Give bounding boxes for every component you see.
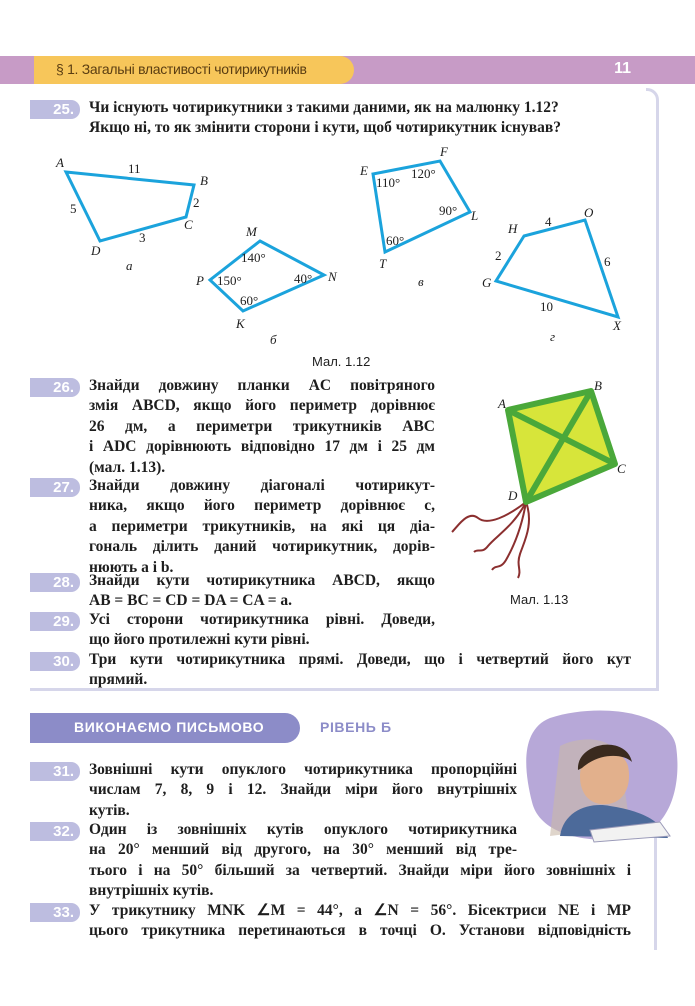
- side-value: 5: [70, 201, 77, 216]
- side-value: 10: [540, 299, 553, 314]
- figure-tag: а: [126, 258, 133, 273]
- vertex-label: D: [508, 488, 518, 503]
- text-line: Один із зовнішніх кутів опуклого чотирикутника: [89, 821, 517, 838]
- text-line: Якщо ні, то як змінити сторони і кути, щоб чотирикутник існував?: [89, 119, 561, 137]
- problem-28-text: [89, 571, 435, 612]
- section-heading: § 1. Загальні властивості чотирикутників: [56, 61, 307, 77]
- text-line: ника, якщо його периметр дорівнює c,: [89, 497, 435, 515]
- vertex-label: H: [508, 221, 518, 236]
- vertex-label: N: [328, 269, 337, 284]
- vertex-label: C: [617, 461, 626, 476]
- problem-25-text: [89, 98, 561, 139]
- text-line: нюють a і b.: [89, 558, 174, 576]
- text-line: цього трикутника перетинаються в точці O. Установи відповідність: [89, 922, 631, 940]
- vertex-label: B: [200, 173, 208, 188]
- side-value: 4: [545, 214, 552, 229]
- problem-31-text: [89, 760, 517, 821]
- figure-1-12: [50, 145, 650, 375]
- figure-1-13-kite: [448, 376, 648, 596]
- text-line: AB = BC = CD = DA = CA = a.: [89, 592, 293, 610]
- side-value: 11: [128, 161, 141, 176]
- figure-tag: б: [270, 332, 277, 347]
- side-value: 3: [139, 230, 146, 245]
- problem-26-text: [89, 376, 435, 478]
- side-value: 2: [193, 195, 200, 210]
- vertex-label: M: [246, 224, 257, 239]
- text-line: У трикутнику MNK ∠M = 44°, а ∠N = 56°. Бісектриси NE і MP: [89, 902, 631, 919]
- quadrilateral-g: [482, 205, 622, 344]
- problem-32-text: [89, 820, 631, 902]
- text-line: Зовнішні кути опуклого чотирикутника пропорційні: [89, 761, 517, 778]
- vertex-label: K: [236, 316, 245, 331]
- kite-tails: [452, 502, 529, 578]
- figure-caption: Мал. 1.13: [510, 592, 569, 607]
- angle-value: 140°: [241, 250, 266, 265]
- problem-number: 33.: [30, 903, 80, 922]
- vertex-label: A: [498, 396, 506, 411]
- text-line: числам 7, 8, 9 і 12. Знайди міри його внутрішніх: [89, 781, 517, 799]
- figure-tag: г: [550, 329, 556, 344]
- vertex-label: B: [594, 378, 602, 393]
- kite-tail: [474, 502, 526, 552]
- text-line: 26 дм, а периметри трикутників ABC: [89, 417, 435, 435]
- problem-number: 29.: [30, 612, 80, 631]
- page-number: 11: [614, 60, 631, 77]
- problem-33-text: [89, 901, 631, 942]
- text-line: тього і на 50° більший за четвертий. Знайди міри його зовнішніх і: [89, 861, 631, 879]
- angle-value: 150°: [217, 273, 242, 288]
- angle-value: 60°: [386, 233, 405, 248]
- vertex-label: D: [91, 243, 101, 258]
- vertex-label: O: [584, 205, 594, 220]
- section-title: ВИКОНАЄМО ПИСЬМОВО: [74, 719, 265, 735]
- angle-value: 40°: [294, 271, 313, 286]
- text-line: і ADC дорівнюють відповідно 17 дм і 25 дм: [89, 438, 435, 456]
- problem-number: 31.: [30, 762, 80, 781]
- vertex-label: X: [613, 318, 621, 333]
- figure-caption: Мал. 1.12: [312, 354, 371, 369]
- figure-tag: в: [418, 274, 424, 289]
- problem-number: 30.: [30, 652, 80, 671]
- vertex-label: P: [196, 273, 204, 288]
- vertex-label: T: [379, 256, 387, 271]
- angle-value: 60°: [240, 293, 259, 308]
- vertex-label: F: [440, 145, 448, 159]
- text-line: (мал. 1.13).: [89, 458, 166, 476]
- problem-30-text: [89, 650, 631, 691]
- text-line: на 20° менший від другого, на 30° менший від тре-: [89, 841, 517, 859]
- vertex-label: E: [360, 163, 368, 178]
- level-label: РІВЕНЬ Б: [320, 719, 392, 735]
- text-line: гональ ділить даний чотирикутник, дорів-: [89, 538, 435, 556]
- vertex-label: L: [471, 208, 479, 223]
- text-line: Три кути чотирикутника прямі. Доведи, що і четвертий його кут: [89, 651, 631, 668]
- problem-number: 32.: [30, 822, 80, 841]
- problem-number: 26.: [30, 378, 80, 397]
- quadrilateral-v: [359, 145, 478, 289]
- problem-number: 25.: [30, 100, 80, 119]
- problem-29-text: [89, 610, 435, 651]
- text-line: а периметри трикутників, на які ця діа-: [89, 517, 435, 535]
- text-line: внутрішніх кутів.: [89, 882, 214, 900]
- text-line: що його протилежні кути рівні.: [89, 631, 310, 649]
- text-line: кутів.: [89, 801, 130, 819]
- quadrilateral-b: [195, 224, 338, 347]
- polygon-abcd: [66, 172, 194, 241]
- text-line: Знайди довжину планки AC повітряного: [89, 377, 435, 394]
- angle-value: 90°: [439, 203, 458, 218]
- angle-value: 110°: [376, 175, 401, 190]
- problem-number: 27.: [30, 478, 80, 497]
- text-line: Знайди довжину діагоналі чотирикут-: [89, 477, 435, 494]
- text-line: Знайди кути чотирикутника ABCD, якщо: [89, 572, 435, 589]
- vertex-label: G: [482, 275, 492, 290]
- vertex-label: A: [56, 155, 64, 170]
- vertex-label: C: [184, 217, 193, 232]
- text-line: Чи існують чотирикутники з такими даними, як на малюнку 1.12?: [89, 99, 559, 116]
- text-line: прямий.: [89, 671, 148, 689]
- quadrilateral-a: [55, 155, 208, 273]
- problem-number: 28.: [30, 573, 80, 592]
- side-value: 6: [604, 254, 611, 269]
- text-line: змія ABCD, якщо його периметр дорівнює: [89, 397, 435, 415]
- problem-27-text: [89, 476, 435, 578]
- angle-value: 120°: [411, 166, 436, 181]
- side-value: 2: [495, 248, 502, 263]
- kite-tail: [452, 502, 526, 532]
- text-line: Усі сторони чотирикутника рівні. Доведи,: [89, 611, 435, 628]
